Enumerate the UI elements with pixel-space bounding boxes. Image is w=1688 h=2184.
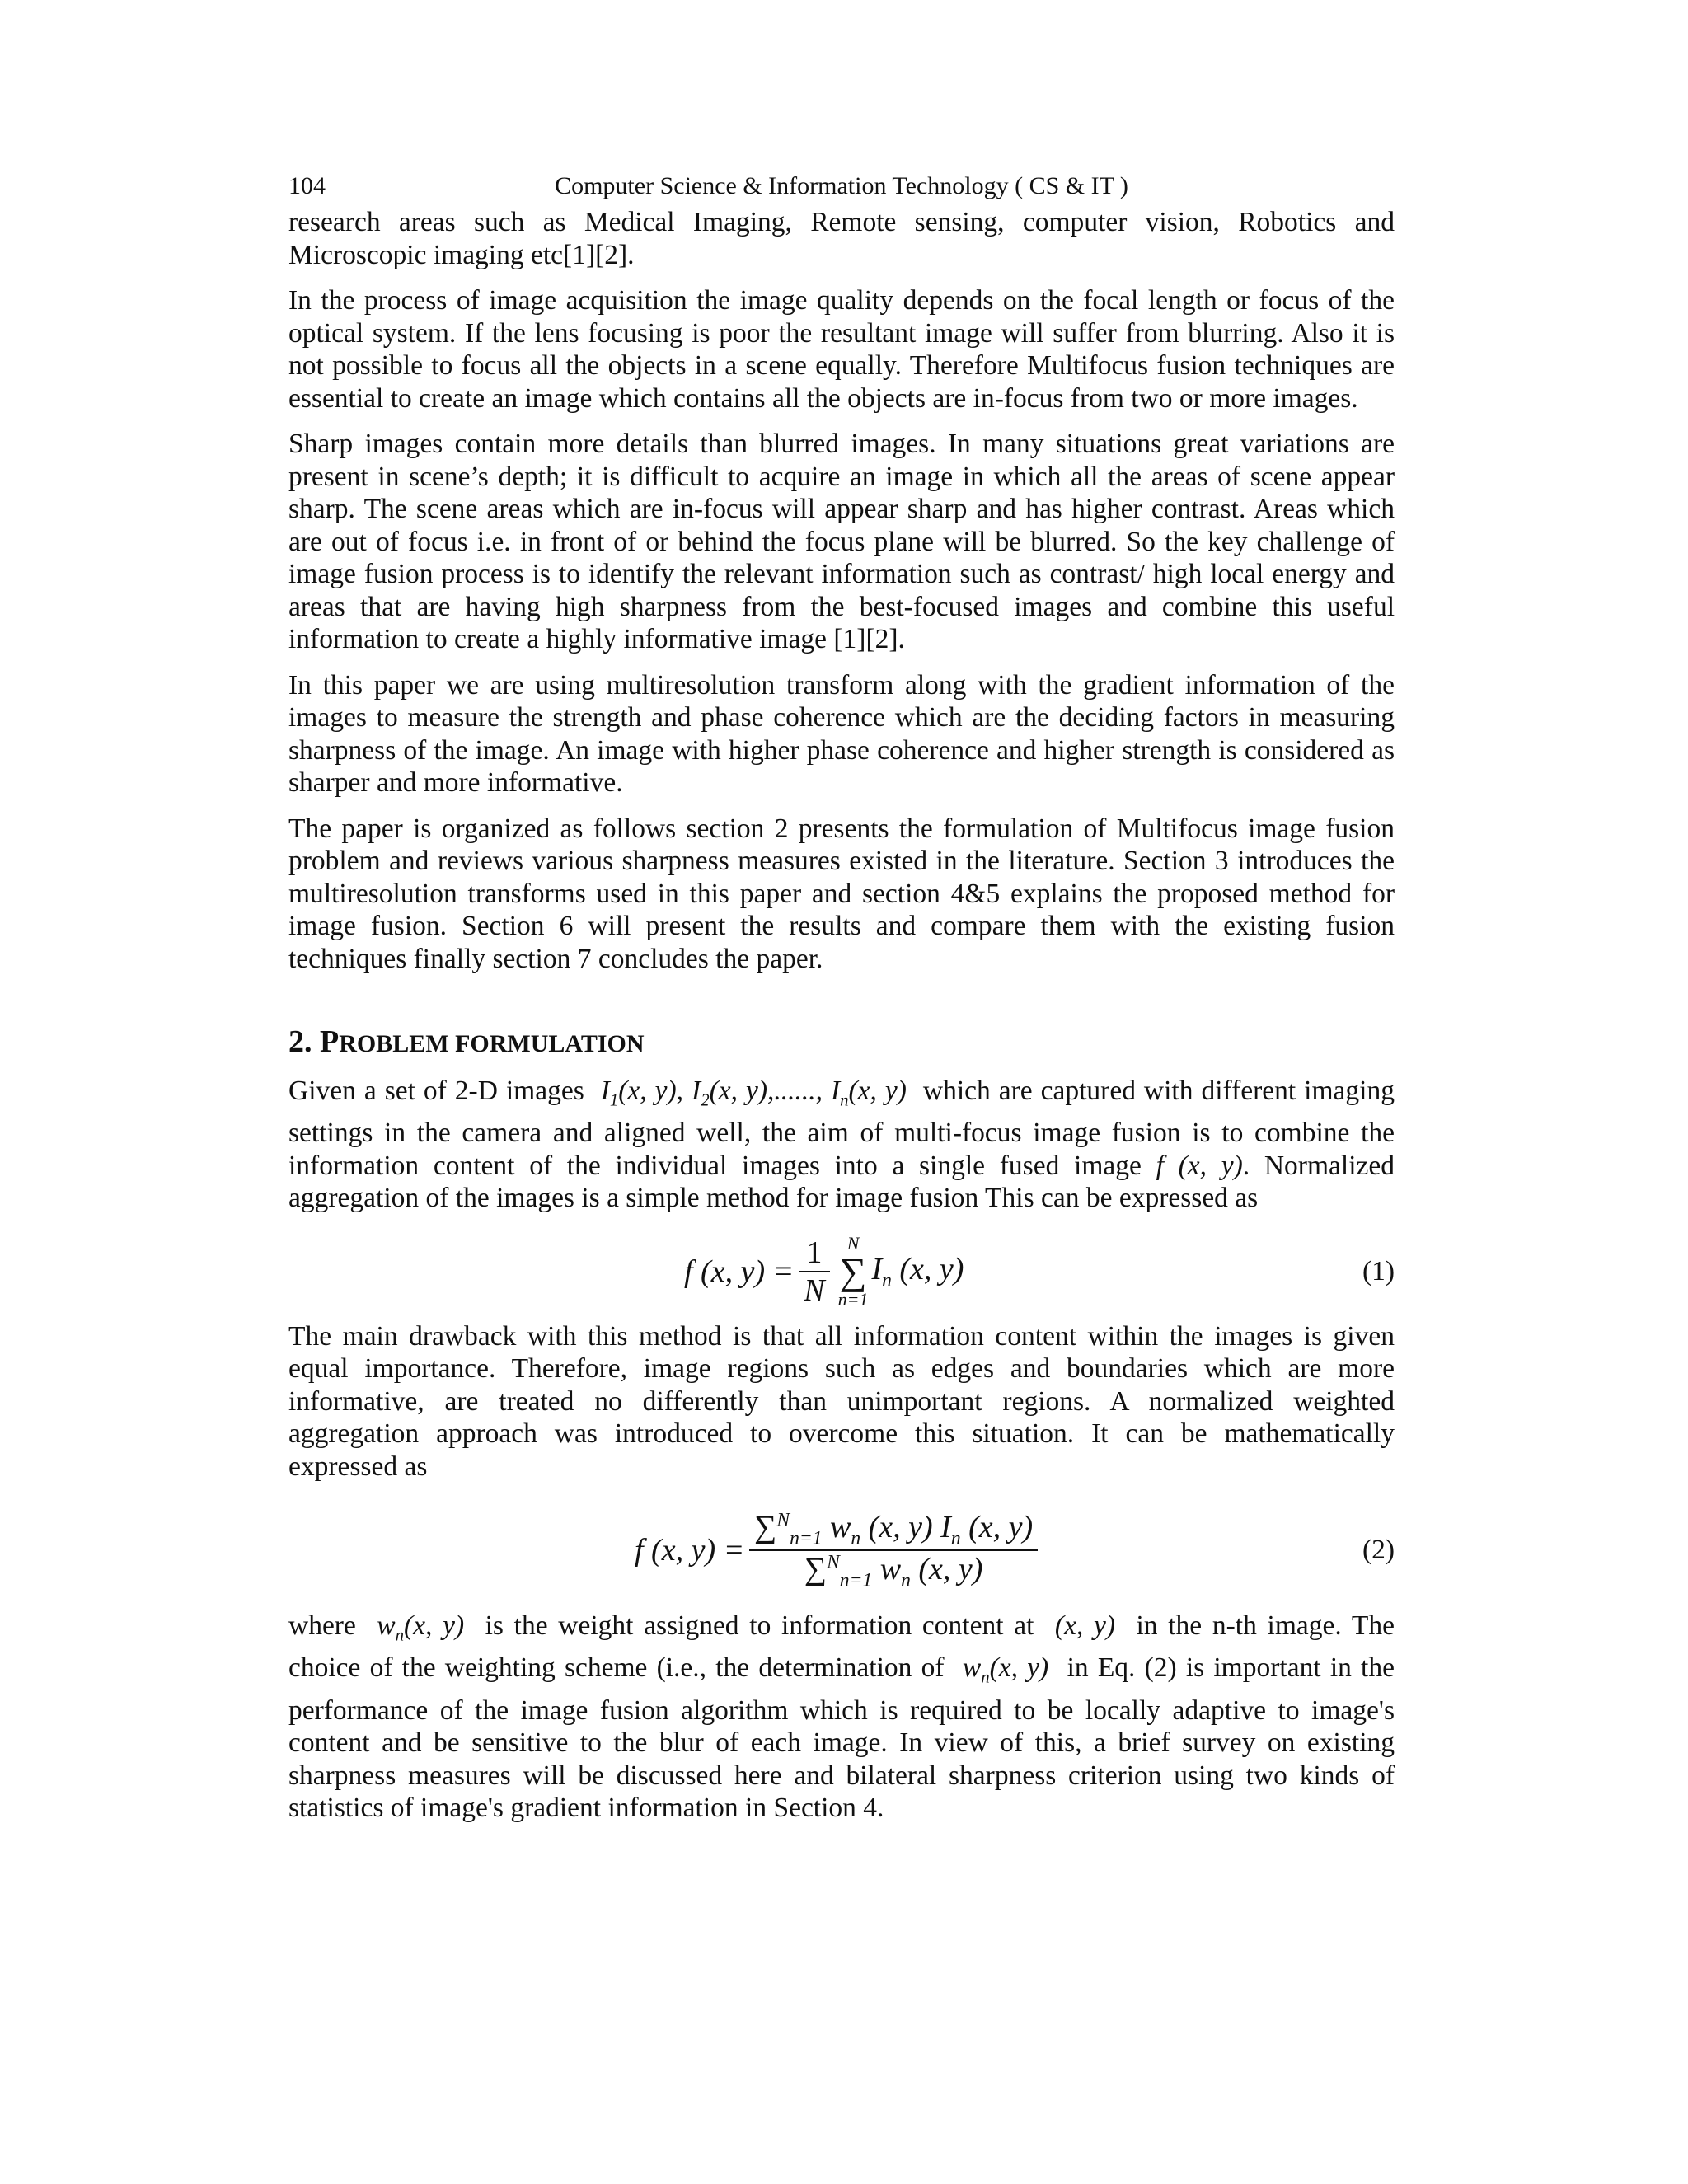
paragraph-2: In the process of image acquisition the image quality depends on the focal length or focus of the optical system. If the lens focusing is poor the resultant image will suffer from blurring. Also it is not possible to focus all the objects in a scene equally. Therefore Multifocus fusion techniques are essential to create an image which contains all the objects are in-focus from two or more images. — [288, 285, 1395, 414]
images-set-formula: $I_1(x$, y), $I_2(x$, y),......, $I_n(x$, y) — [592, 1076, 915, 1110]
section-title-rest: ROBLEM FORMULATION — [339, 1030, 645, 1057]
paragraph-8 — [288, 1610, 1395, 1824]
section-heading — [288, 1023, 1395, 1063]
p6-text-b: which are captured with different imaging settings in the camera and aligned well, the aim of multi-focus image fusion is to combine the information content of the individual images into a single fused image — [288, 1076, 1395, 1181]
paragraph-6 — [288, 1075, 1395, 1215]
p8-text-b: is the weight assigned to information content at — [485, 1610, 1034, 1642]
equation-1-number: (1) — [1362, 1255, 1395, 1286]
journal-title: Computer Science & Information Technology ( CS & IT ) — [555, 172, 1128, 199]
weight-formula-2: $w_n(x$, y) — [953, 1652, 1058, 1688]
p8-text-a: where — [288, 1610, 356, 1642]
equation-2-body: f (x, y) = $\frac{\sum^N_{n=1} w_n (x, y) I_n (x, y)}{\sum^N_{n=1} w_n (x, y)}$ — [635, 1496, 1043, 1605]
running-header — [288, 170, 1395, 206]
p8-text-c: in the n-th image. The choice of the weighting scheme (i.e., the determination of — [288, 1610, 1395, 1684]
paragraph-4: In this paper we are using multiresolution transform along with the gradient information of the images to measure the strength and phase coherence which are the deciding factors in measuring sharpness of the image. An image with higher phase coherence and higher strength is considered as sharper and more informative. — [288, 669, 1395, 798]
paragraph-3: Sharp images contain more details than blurred images. In many situations great variations are present in scene’s depth; it is difficult to acquire an image in which all the areas of scene appear sharp. The scene areas which are in-focus will appear sharp and has higher contrast. Areas which are out of focus i.e. in front of or behind the focus plane will be blurred. So the key challenge of image fusion process is to identify the relevant information such as contrast/ high local energy and areas that are having high sharpness from the best-focused images and combine this useful information to create a highly informative image [1][2]. — [288, 429, 1395, 654]
page-number: 104 — [288, 172, 326, 199]
position-formula: (x, y) — [1044, 1610, 1126, 1642]
paragraph-5: The paper is organized as follows section 2 presents the formulation of Multifocus image fusion problem and reviews various sharpness measures existed in the literature. Section 3 introduces the multiresolution transforms used in this paper and section 4&5 explains the proposed method for image fusion. Section 6 will present the results and compare them with the existing fusion techniques finally section 7 concludes the paper. — [288, 813, 1395, 974]
equation-2 — [288, 1496, 1395, 1605]
fused-image-formula: f (x, y) — [1156, 1150, 1243, 1181]
p8-text-d: in Eq. (2) is important in the performance of the image fusion algorithm which is required to be locally adaptive to image's content and be sensitive to the blur of each image. In view of this, a brief survey on existing sharpness measures will be discussed here and bilateral sharpness criterion using two kinds of statistics of image's gradient information in Section 4. — [288, 1652, 1395, 1824]
weight-formula: $w_n(x$, y) — [366, 1610, 475, 1645]
paragraph-7: The main drawback with this method is that all information content within the images is given equal importance. Therefore, image regions such as edges and boundaries which are more informative, are treated no differently than unimportant regions. A normalized weighted aggregation approach was introduced to overcome this situation. It can be mathematically expressed as — [288, 1320, 1395, 1482]
p6-text-c: . Normalized aggregation of the images is a simple method for image fusion This can be expressed as — [288, 1150, 1395, 1214]
equation-2-number: (2) — [1362, 1535, 1395, 1566]
p6-text-a: Given a set of 2-D images — [288, 1076, 584, 1106]
section-number: 2. — [288, 1024, 312, 1059]
equation-1-body: f (x, y) = $\frac{1}{N}$ N ∑ n=1 $I_n$ (x, y) — [684, 1232, 964, 1310]
paragraph-1: research areas such as Medical Imaging, Remote sensing, computer vision, Robotics and Microscopic imaging etc[1][2]. — [288, 207, 1395, 270]
section-title-initial: P — [320, 1024, 340, 1059]
equation-1 — [288, 1228, 1395, 1315]
page — [288, 170, 1395, 1838]
